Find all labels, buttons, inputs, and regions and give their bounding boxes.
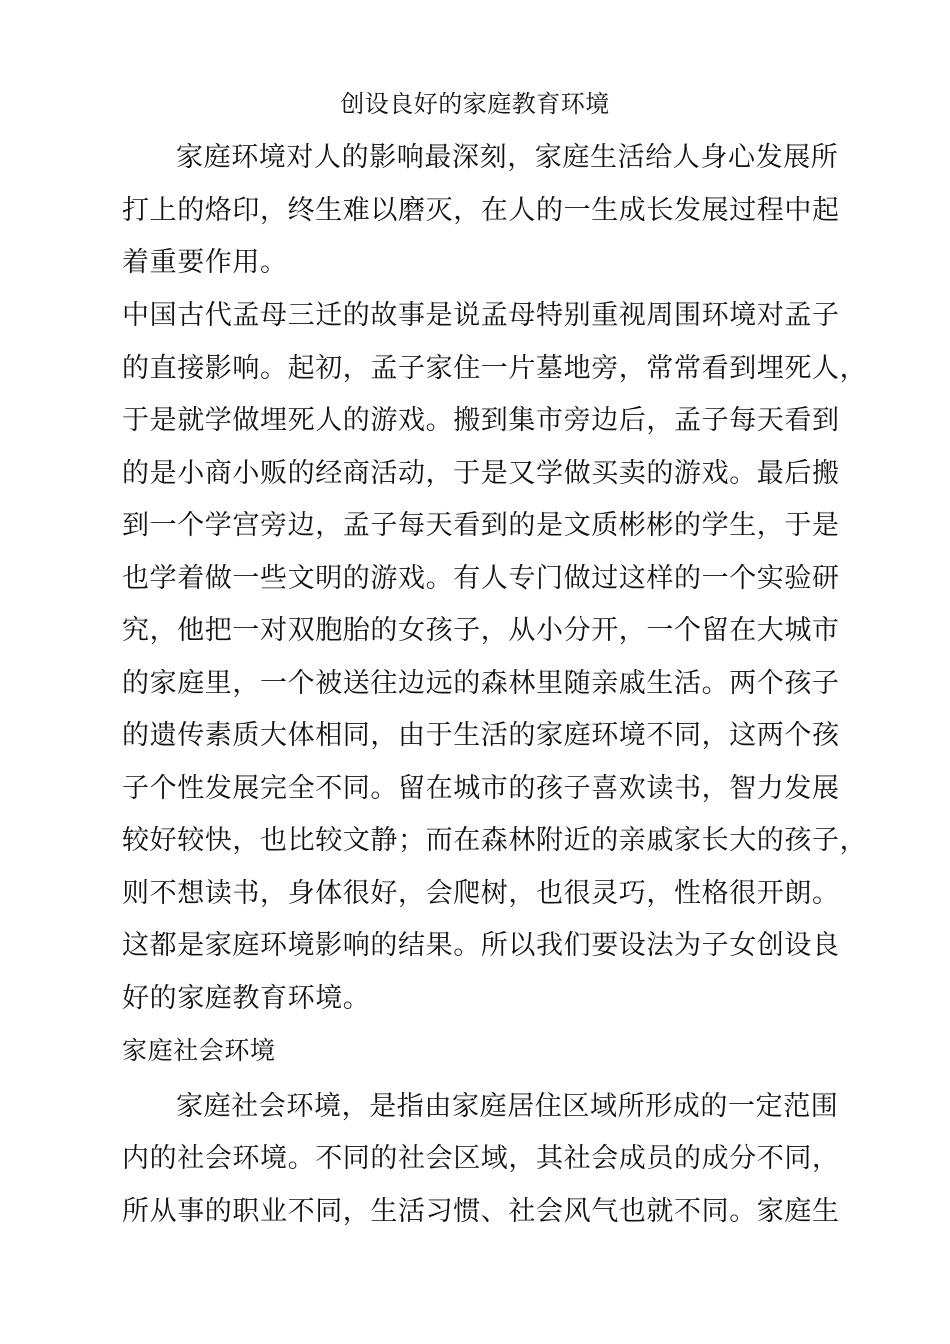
paragraph-2-line-10: 子个性发展完全不同。留在城市的孩子喜欢读书，智力发展: [122, 773, 840, 804]
paragraph-2-line-7: 究，他把一对双胞胎的女孩子，从小分开，一个留在大城市: [122, 615, 840, 646]
paragraph-2-line-3: 于是就学做埋死人的游戏。搬到集市旁边后，孟子每天看到: [122, 405, 840, 436]
paragraph-2-line-1: 中国古代孟母三迁的故事是说孟母特别重视周围环境对孟子: [122, 300, 840, 331]
paragraph-2-line-14: 好的家庭教育环境。: [122, 983, 371, 1014]
paragraph-3-line-2: 内的社会环境。不同的社会区域，其社会成员的成分不同，: [122, 1143, 840, 1174]
paragraph-2-line-11: 较好较快，也比较文静；而在森林附近的亲戚家长大的孩子，: [122, 825, 868, 856]
paragraph-2-line-13: 这都是家庭环境影响的结果。所以我们要设法为子女创设良: [122, 930, 840, 961]
document-title: 创设良好的家庭教育环境: [340, 90, 610, 118]
paragraph-3-line-3: 所从事的职业不同，生活习惯、社会风气也就不同。家庭生: [122, 1196, 840, 1227]
paragraph-2-line-2: 的直接影响。起初，孟子家住一片墓地旁，常常看到埋死人，: [122, 353, 868, 384]
paragraph-2-line-6: 也学着做一些文明的游戏。有人专门做过这样的一个实验研: [122, 563, 840, 594]
paragraph-2-line-12: 则不想读书，身体很好，会爬树，也很灵巧，性格很开朗。: [122, 878, 840, 909]
section-heading: 家庭社会环境: [122, 1036, 276, 1065]
paragraph-3-line-1: 家庭社会环境，是指由家庭居住区域所形成的一定范围: [176, 1091, 839, 1122]
paragraph-2-line-4: 的是小商小贩的经商活动，于是又学做买卖的游戏。最后搬: [122, 458, 840, 489]
paragraph-1-line-2: 打上的烙印，终生难以磨灭，在人的一生成长发展过程中起: [122, 195, 840, 226]
paragraph-2-line-9: 的遗传素质大体相同，由于生活的家庭环境不同，这两个孩: [122, 720, 840, 751]
paragraph-1-line-1: 家庭环境对人的影响最深刻，家庭生活给人身心发展所: [176, 142, 839, 173]
paragraph-2-line-8: 的家庭里，一个被送往边远的森林里随亲戚生活。两个孩子: [122, 668, 840, 699]
paragraph-1-line-3: 着重要作用。: [122, 247, 288, 278]
paragraph-2-line-5: 到一个学宫旁边，孟子每天看到的是文质彬彬的学生，于是: [122, 510, 840, 541]
